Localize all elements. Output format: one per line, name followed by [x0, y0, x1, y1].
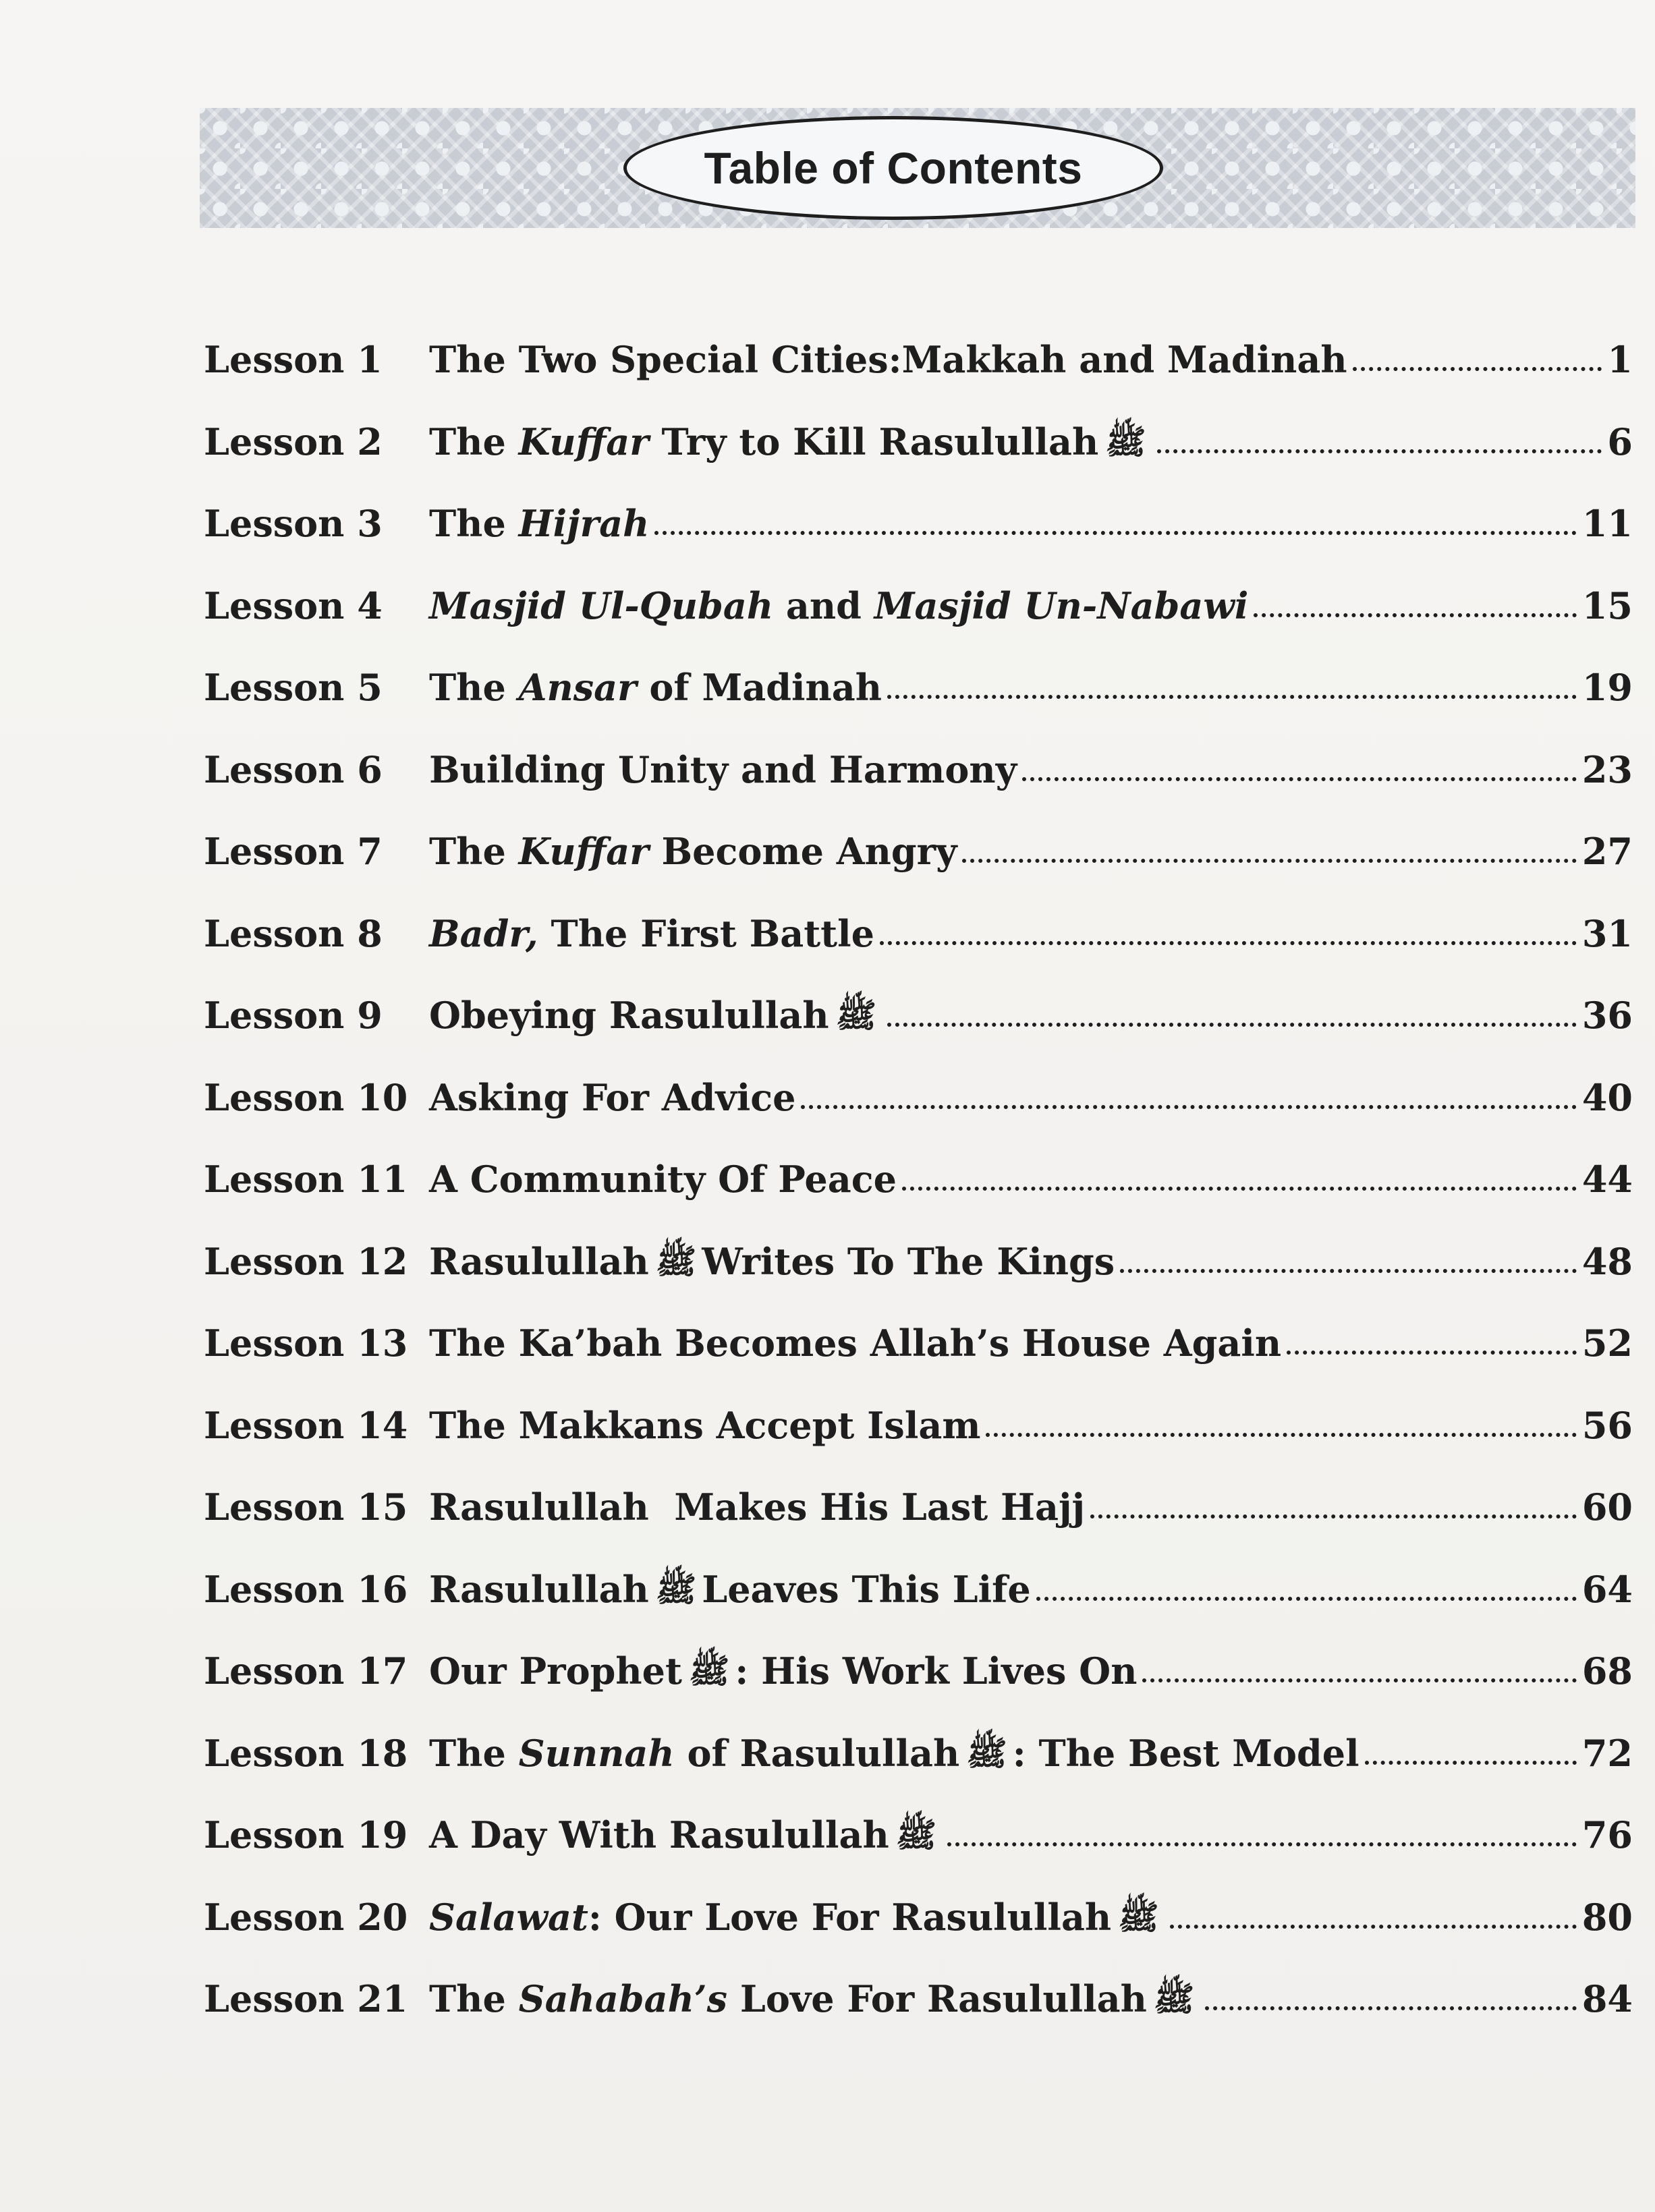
lesson-title [429, 1075, 796, 1119]
lesson-title-part: Salawat [429, 1895, 588, 1939]
toc-row[interactable] [204, 1711, 1633, 1775]
lesson-title-part: The Makkans Accept Islam [429, 1403, 981, 1447]
lesson-number: Lesson 1 [204, 338, 383, 381]
dot-leader [880, 941, 1577, 945]
dot-leader [947, 1842, 1577, 1846]
pbuh-calligraphy-icon: ﷺ [1118, 1897, 1159, 1937]
dot-leader [1120, 1269, 1577, 1273]
page-number: 44 [1581, 1158, 1633, 1201]
toc-row[interactable] [204, 809, 1633, 873]
lesson-number: Lesson 5 [204, 666, 383, 709]
lesson-title-part: of Madinah [636, 666, 882, 709]
dot-leader [1090, 1514, 1577, 1519]
dot-leader [887, 1023, 1577, 1027]
page-number: 56 [1581, 1403, 1633, 1447]
lesson-title-part: The [429, 1977, 519, 2020]
title-oval [623, 116, 1163, 220]
page-number: 84 [1581, 1977, 1633, 2020]
dot-leader [887, 695, 1577, 699]
toc-row[interactable] [204, 973, 1633, 1037]
toc-row[interactable] [204, 399, 1633, 463]
lesson-number: Lesson 4 [204, 584, 383, 627]
toc-row[interactable] [204, 1956, 1633, 2020]
lesson-title-part: Masjid Un-Nabawi [874, 584, 1249, 627]
toc-row[interactable] [204, 563, 1633, 627]
dot-leader [1157, 449, 1602, 453]
page-number: 40 [1581, 1075, 1633, 1119]
lesson-title [429, 1485, 1086, 1529]
page-number: 36 [1581, 994, 1633, 1037]
lesson-title-part: The Ka’bah Becomes Allah’s House Again [429, 1322, 1282, 1365]
toc-row[interactable] [204, 1383, 1633, 1447]
pbuh-calligraphy-icon: ﷺ [655, 1241, 697, 1281]
lesson-title [429, 502, 650, 545]
lesson-number: Lesson 3 [204, 502, 383, 545]
lesson-number: Lesson 20 [204, 1895, 408, 1939]
page-number: 23 [1581, 747, 1633, 791]
toc-row[interactable] [204, 1628, 1633, 1693]
toc-row[interactable] [204, 1465, 1633, 1529]
lesson-title-part: Love For Rasulullah [727, 1977, 1147, 2020]
lesson-number: Lesson 15 [204, 1485, 408, 1529]
lesson-title-part: Badr, [429, 911, 538, 955]
page-number: 64 [1581, 1567, 1633, 1611]
pbuh-calligraphy-icon: ﷺ [688, 1651, 730, 1691]
lesson-title-part: : The Best Model [1012, 1731, 1359, 1775]
dot-leader [902, 1187, 1577, 1191]
lesson-title-part: Obeying Rasulullah [429, 994, 829, 1037]
lesson-title [429, 420, 1152, 463]
lesson-number: Lesson 16 [204, 1567, 408, 1611]
lesson-title-part: Building Unity and Harmony [429, 747, 1017, 791]
lesson-title-part: The [429, 420, 519, 463]
toc-row[interactable] [204, 1055, 1633, 1119]
lesson-title [429, 747, 1017, 791]
dot-leader [1022, 777, 1577, 781]
dot-leader [1287, 1351, 1577, 1355]
lesson-title [429, 1567, 1031, 1611]
dot-leader [962, 859, 1576, 863]
lesson-number: Lesson 9 [204, 994, 383, 1037]
toc-row[interactable] [204, 645, 1633, 709]
lesson-title [429, 584, 1249, 627]
lesson-title [429, 1322, 1282, 1365]
lesson-title-part: The Two Special Cities:Makkah and Madinah [429, 338, 1347, 381]
lesson-title-part: The First Battle [538, 911, 874, 955]
lesson-title-part: : Our Love For Rasulullah [588, 1895, 1112, 1939]
dot-leader [801, 1105, 1576, 1109]
lesson-number: Lesson 2 [204, 420, 383, 463]
lesson-title-part: Leaves This Life [702, 1567, 1031, 1611]
lesson-title [429, 1649, 1138, 1693]
lesson-title-part: Writes To The Kings [702, 1239, 1115, 1283]
lesson-title-part: Rasulullah Makes His Last Hajj [429, 1485, 1086, 1529]
lesson-number: Lesson 8 [204, 911, 383, 955]
lesson-title [429, 338, 1347, 381]
page-number: 76 [1581, 1813, 1633, 1856]
dot-leader [654, 531, 1576, 535]
lesson-title [429, 1977, 1200, 2020]
lesson-title-part: A Day With Rasulullah [429, 1813, 889, 1856]
toc-row[interactable] [204, 317, 1633, 381]
lesson-title [429, 911, 874, 955]
pbuh-calligraphy-icon: ﷺ [895, 1815, 937, 1854]
page-number: 80 [1581, 1895, 1633, 1939]
page-title: Table of Contents [704, 143, 1083, 193]
lesson-title [429, 1731, 1359, 1775]
dot-leader [1254, 613, 1576, 617]
lesson-title [429, 1158, 897, 1201]
lesson-title [429, 1403, 981, 1447]
page-number: 68 [1581, 1649, 1633, 1693]
page-number: 52 [1581, 1322, 1633, 1365]
toc-row[interactable] [204, 727, 1633, 791]
pbuh-calligraphy-icon: ﷺ [966, 1733, 1007, 1773]
lesson-title [429, 666, 882, 709]
toc-row[interactable] [204, 1137, 1633, 1201]
page-number: 11 [1581, 502, 1633, 545]
dot-leader [1353, 367, 1602, 371]
page-number: 15 [1581, 584, 1633, 627]
lesson-title [429, 830, 957, 873]
lesson-title-part: Rasulullah [429, 1567, 649, 1611]
lesson-title [429, 1813, 942, 1856]
toc-row[interactable] [204, 1219, 1633, 1283]
dot-leader [1036, 1597, 1577, 1601]
lesson-title [429, 994, 882, 1037]
lesson-title-part: Sunnah [518, 1731, 675, 1775]
lesson-title-part: A Community Of Peace [429, 1158, 897, 1201]
dot-leader [986, 1433, 1576, 1437]
page-number: 27 [1581, 830, 1633, 873]
page-number: 48 [1581, 1239, 1633, 1283]
lesson-title-part: Kuffar [518, 830, 649, 873]
lesson-title-part: Asking For Advice [429, 1075, 796, 1119]
pbuh-calligraphy-icon: ﷺ [1153, 1979, 1195, 2018]
lesson-title-part: Kuffar [518, 420, 649, 463]
lesson-number: Lesson 10 [204, 1075, 408, 1119]
toc-row[interactable] [204, 1547, 1633, 1611]
lesson-number: Lesson 6 [204, 747, 383, 791]
lesson-title-part: Hijrah [518, 502, 650, 545]
lesson-number: Lesson 11 [204, 1158, 408, 1201]
toc-row[interactable] [204, 1301, 1633, 1365]
lesson-title-part: The [429, 666, 519, 709]
lesson-title-part: Our Prophet [429, 1649, 682, 1693]
lesson-title [429, 1895, 1165, 1939]
lesson-number: Lesson 7 [204, 830, 383, 873]
lesson-title-part: The [429, 830, 519, 873]
dot-leader [1205, 2006, 1577, 2010]
lesson-title-part: and [773, 584, 874, 627]
lesson-title-part: of Rasulullah [674, 1731, 960, 1775]
lesson-title-part: Ansar [518, 666, 637, 709]
toc-row[interactable] [204, 1875, 1633, 1939]
lesson-title-part: Rasulullah [429, 1239, 649, 1283]
toc-row[interactable] [204, 481, 1633, 545]
dot-leader [1142, 1678, 1576, 1682]
page-number: 19 [1581, 666, 1633, 709]
pbuh-calligraphy-icon: ﷺ [655, 1569, 697, 1609]
lesson-number: Lesson 12 [204, 1239, 408, 1283]
page-number: 6 [1607, 420, 1633, 463]
lesson-number: Lesson 14 [204, 1403, 408, 1447]
lesson-title-part: The [429, 1731, 519, 1775]
lesson-title-part: Become Angry [648, 830, 957, 873]
page-number: 1 [1607, 338, 1633, 381]
lesson-number: Lesson 18 [204, 1731, 408, 1775]
lesson-number: Lesson 21 [204, 1977, 408, 2020]
lesson-title-part: : His Work Lives On [735, 1649, 1138, 1693]
page-number: 31 [1581, 911, 1633, 955]
toc-row[interactable] [204, 891, 1633, 955]
page-number: 60 [1581, 1485, 1633, 1529]
lesson-number: Lesson 17 [204, 1649, 408, 1693]
dot-leader [1365, 1761, 1577, 1765]
lesson-title [429, 1239, 1115, 1283]
page-number: 72 [1581, 1731, 1633, 1775]
lesson-title-part: Try to Kill Rasulullah [648, 420, 1099, 463]
lesson-title-part: The [429, 502, 519, 545]
dot-leader [1170, 1925, 1577, 1929]
toc-row[interactable] [204, 1792, 1633, 1856]
lesson-number: Lesson 19 [204, 1813, 408, 1856]
pbuh-calligraphy-icon: ﷺ [835, 996, 877, 1035]
lesson-title-part: Sahabah’s [518, 1977, 728, 2020]
lesson-title-part: Masjid Ul-Qubah [429, 584, 774, 627]
pbuh-calligraphy-icon: ﷺ [1105, 422, 1146, 461]
lesson-number: Lesson 13 [204, 1322, 408, 1365]
